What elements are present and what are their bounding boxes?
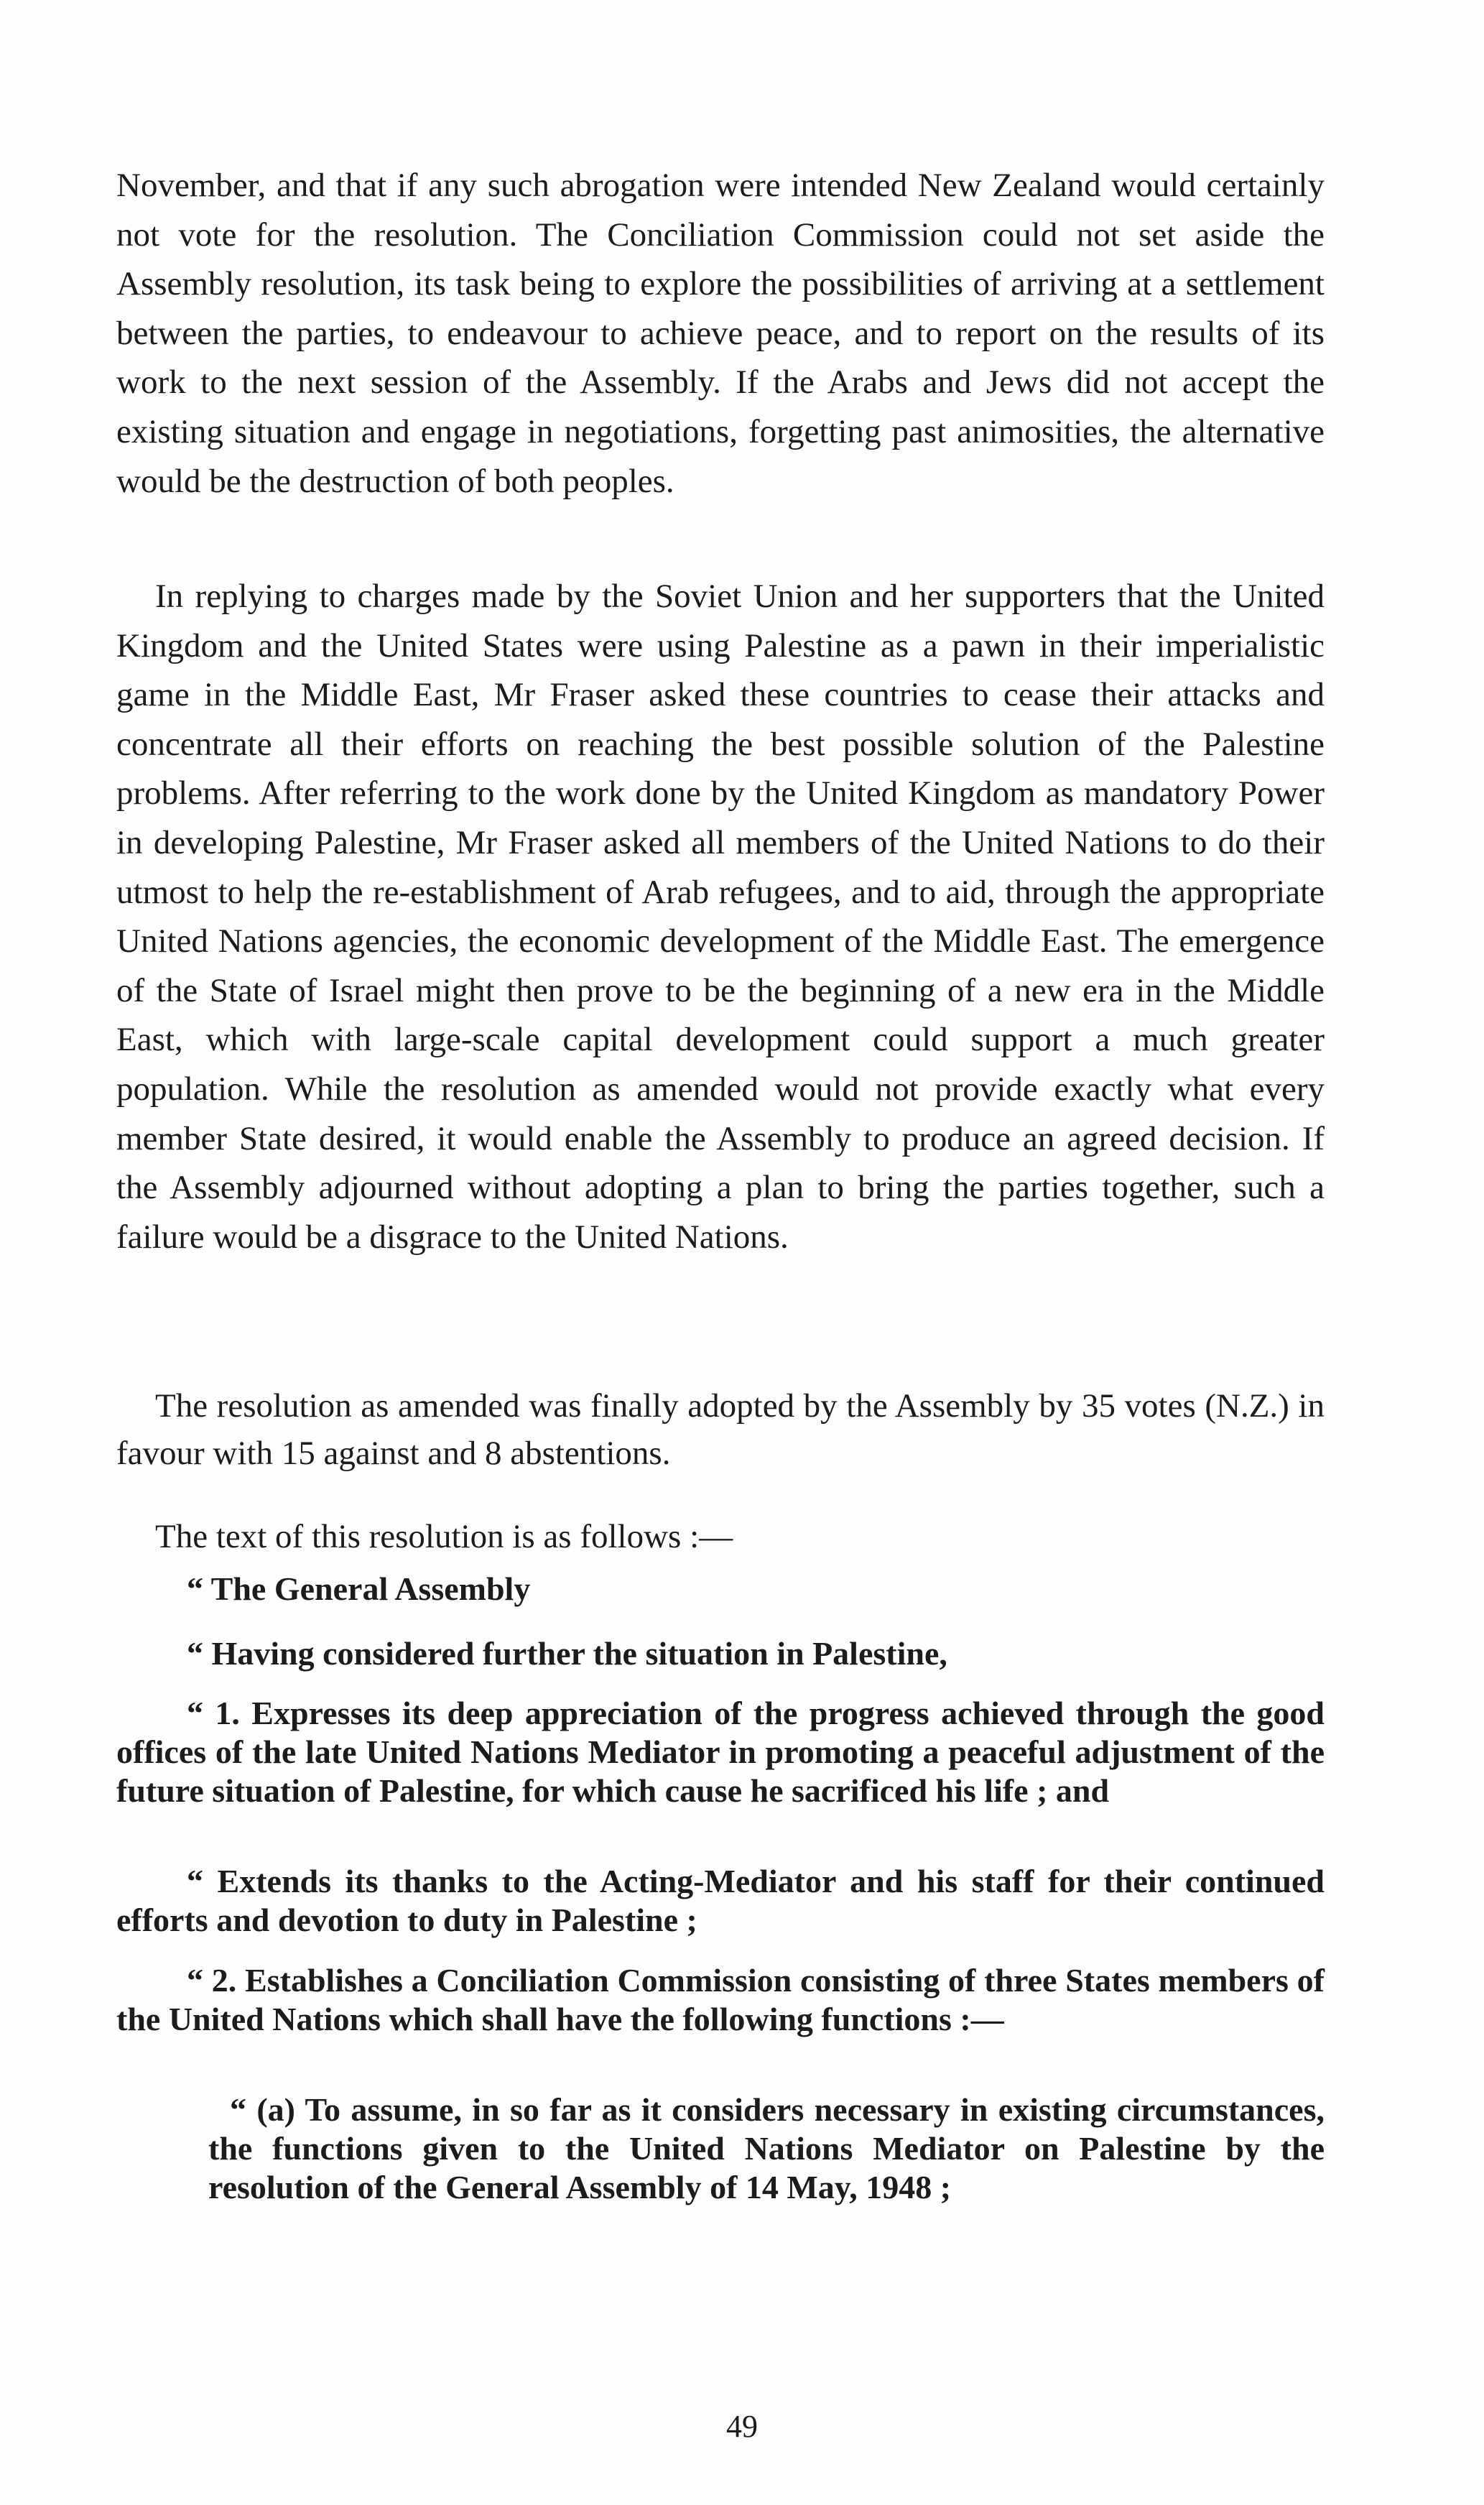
paragraph-abrogation: November, and that if any such abrogation were intended New Zealand would certainly not vote for the resolution. The Conciliation Commission could not set aside the Assembly resolution, its task being to explore the possibilities of arriving at a settlement between the parties, to endeavour to achieve peace, and to report on the results of its work to the next session of the Assembly. If the Arabs and Jews did not accept the existing situation and engage in negotiations, forgetting past animosities, the alternative would be the destruction of both peoples.: [116, 167, 1325, 500]
paragraph-mr-fraser-reply: In replying to charges made by the Soviet Union and her supporters that the United Kingdom and the United States were using Palestine as a pawn in their imperialistic game in the Middle East, Mr Fraser asked these countries to cease their attacks and concentrate all their efforts on reaching the best possible solution of the Palestine problems. After referring to the work done by the United Kingdom as mandatory Power in developing Palestine, Mr Fraser asked all members of the United Nations to do their utmost to help the re-establishment of Arab refugees, and to aid, through the appropriate United Nations agencies, the economic development of the Middle East. The emergence of the State of Israel might then prove to be the beginning of a new era in the Middle East, which with large-scale capital development could support a much greater population. While the resolution as amended would not provide exactly what every member State desired, it would enable the Assembly to produce an agreed decision. If the Assembly adjourned without adopting a plan to bring the parties together, such a failure would be a disgrace to the United Nations.: [116, 578, 1325, 1256]
resolution-clause-1: “ 1. Expresses its deep appreciation of the progress achieved through the good offices of the late United Nations Mediator in promoting a peaceful adjustment of the future situation of Palestine, for which cause he sacrificed his life ; and: [116, 1695, 1325, 1809]
resolution-heading: “ The General Assembly: [187, 1570, 531, 1607]
paragraph-vote-result: The resolution as amended was finally adopted by the Assembly by 35 votes (N.Z.) in favour with 15 against and 8 abstentions.: [116, 1387, 1325, 1472]
resolution-clause-2: “ 2. Establishes a Conciliation Commission consisting of three States members of the United Nations which shall have the following functions :—: [116, 1962, 1325, 2037]
resolution-clause-2a: “ (a) To assume, in so far as it considers necessary in existing circumstances, the functions given to the United Nations Mediator on Palestine by the resolution of the General Assembly of 14 May, 1948 ;: [208, 2091, 1325, 2205]
paragraph-resolution-intro: The text of this resolution is as follows :—: [155, 1518, 733, 1555]
page-number: 49: [726, 2409, 758, 2444]
resolution-clause-1-thanks: “ Extends its thanks to the Acting-Mediator and his staff for their continued efforts and devotion to duty in Palestine ;: [116, 1863, 1325, 1938]
resolution-preamble: “ Having considered further the situation in Palestine,: [187, 1635, 947, 1672]
